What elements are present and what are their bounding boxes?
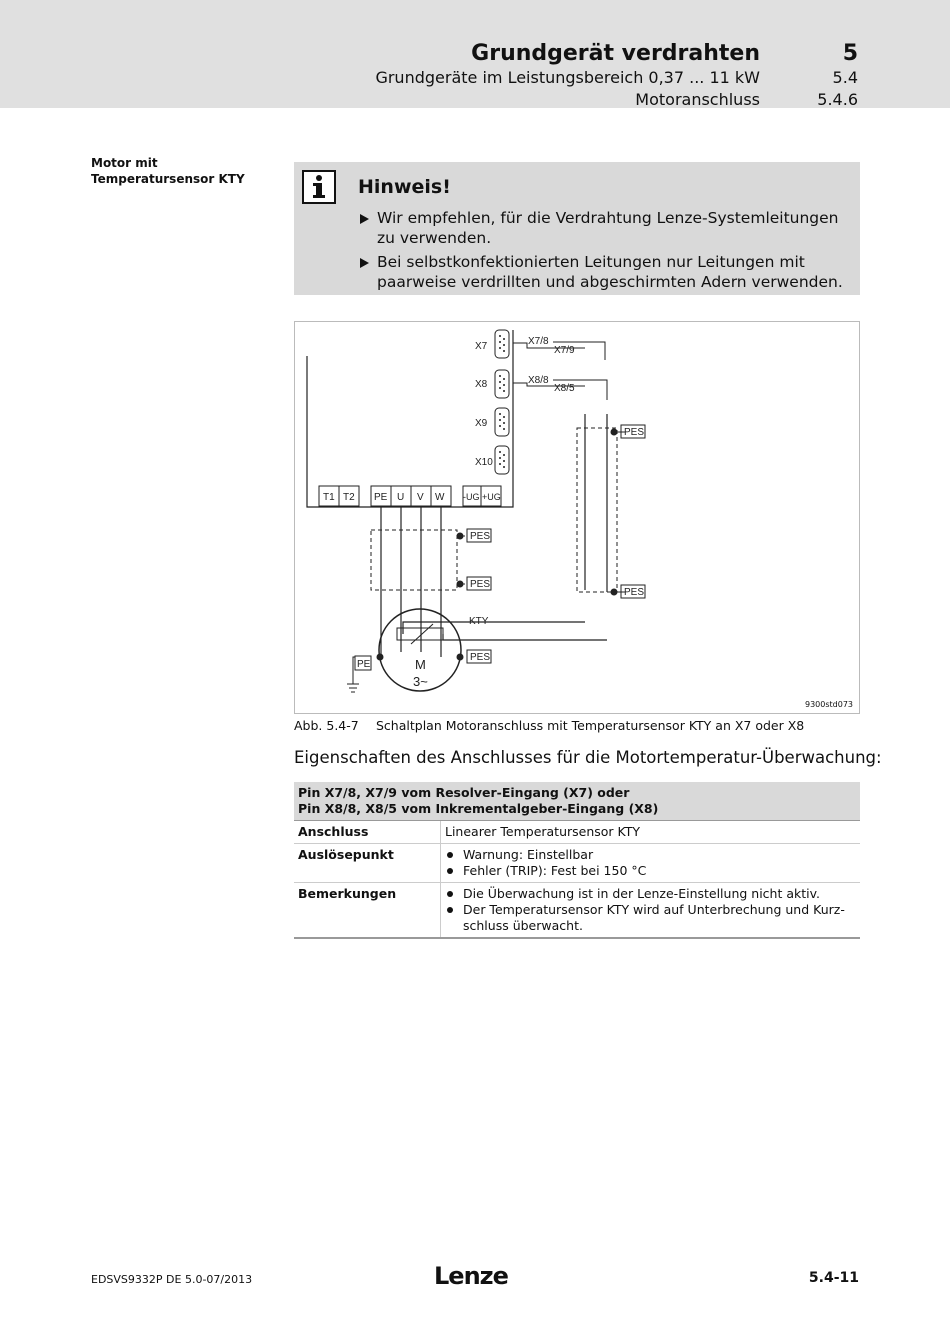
- note-box: [294, 162, 860, 295]
- row-key: Anschluss: [294, 821, 441, 843]
- caption-number: Abb. 5.4-7: [294, 718, 359, 733]
- section-title: Grundgeräte im Leistungsbereich 0,37 ... 11 kW: [375, 68, 760, 87]
- note-item: Bei selbstkonfektionierten Leitungen nur Leitungen mit paarweise verdrillten und abgeschirmten Adern verwenden.: [360, 252, 850, 292]
- svg-text:KTY: KTY: [469, 616, 489, 627]
- page-number: 5.4-11: [808, 1270, 859, 1286]
- svg-text:M: M: [415, 657, 426, 672]
- svg-text:T1: T1: [323, 492, 335, 503]
- svg-text:X8/5: X8/5: [554, 383, 575, 394]
- info-icon: [302, 170, 336, 204]
- wiring-diagram: [294, 321, 860, 714]
- note-title: Hinweis!: [358, 176, 451, 198]
- table-row: [294, 821, 860, 844]
- svg-text:PE: PE: [374, 492, 388, 503]
- connector-x9: [475, 408, 509, 436]
- svg-text:U: U: [397, 492, 405, 503]
- svg-text:X7/8: X7/8: [528, 336, 549, 347]
- arrow-icon: [360, 258, 369, 268]
- subsection-number: 5.4.6: [817, 90, 858, 109]
- row-key: Bemerkungen: [294, 883, 441, 937]
- lenze-logo: Lenze: [434, 1262, 508, 1290]
- properties-heading: Eigenschaften des Anschlusses für die Motortemperatur-Überwachung:: [294, 748, 882, 767]
- table-row: [294, 883, 860, 939]
- svg-text:X8/8: X8/8: [528, 375, 549, 386]
- svg-text:X9: X9: [475, 418, 488, 429]
- subsection-title: Motoranschluss: [635, 90, 760, 109]
- side-label: Motor mit Temperatursensor KTY: [91, 156, 245, 186]
- motor-symbol: [379, 609, 461, 691]
- connector-x10: [475, 446, 509, 474]
- svg-text:X8: X8: [475, 379, 488, 390]
- page-header: [0, 0, 950, 108]
- chapter-number: 5: [842, 41, 858, 66]
- terminal-strip: [319, 486, 501, 506]
- section-number: 5.4: [832, 68, 858, 87]
- table-header: Pin X7/8, X7/9 vom Resolver-Eingang (X7) oder Pin X8/8, X8/5 vom Inkrementalgeber-Eingang (X8): [294, 782, 860, 821]
- svg-text:PES: PES: [624, 427, 645, 438]
- note-list: [360, 208, 850, 296]
- svg-text:PES: PES: [470, 579, 491, 590]
- figure-id: 9300std073: [804, 700, 853, 709]
- row-key: Auslösepunkt: [294, 844, 441, 882]
- svg-text:T2: T2: [343, 492, 355, 503]
- svg-text:PE: PE: [357, 659, 371, 670]
- connector-x7: [475, 330, 509, 358]
- row-value: Linearer Temperatursensor KTY: [445, 824, 641, 839]
- svg-text:-UG: -UG: [463, 492, 480, 502]
- svg-text:+UG: +UG: [482, 492, 501, 502]
- connector-x8: [475, 370, 509, 398]
- svg-text:X7: X7: [475, 341, 488, 352]
- svg-text:PES: PES: [624, 587, 645, 598]
- document-id: EDSVS9332P DE 5.0-07/2013: [91, 1273, 253, 1286]
- svg-text:3~: 3~: [413, 674, 428, 689]
- row-value: Warnung: Einstellbar Fehler (TRIP): Fest bei 150 °C: [441, 844, 860, 882]
- row-value: Die Überwachung ist in der Lenze-Einstellung nicht aktiv. Der Temperatursensor KTY wird auf Unterbrechung und Kurz-schluss überwacht.: [441, 883, 860, 937]
- svg-text:V: V: [417, 492, 424, 503]
- arrow-icon: [360, 214, 369, 224]
- table-row: [294, 844, 860, 883]
- svg-text:PES: PES: [470, 652, 491, 663]
- note-item: Wir empfehlen, für die Verdrahtung Lenze-Systemleitungen zu verwenden.: [360, 208, 850, 248]
- figure-caption: [294, 718, 804, 733]
- svg-text:X10: X10: [475, 457, 493, 468]
- chapter-title: Grundgerät verdrahten: [471, 41, 760, 66]
- svg-text:X7/9: X7/9: [554, 345, 575, 356]
- svg-text:PES: PES: [470, 531, 491, 542]
- caption-text: Schaltplan Motoranschluss mit Temperatursensor KTY an X7 oder X8: [376, 718, 805, 733]
- svg-text:W: W: [435, 492, 445, 503]
- properties-table: [294, 782, 860, 939]
